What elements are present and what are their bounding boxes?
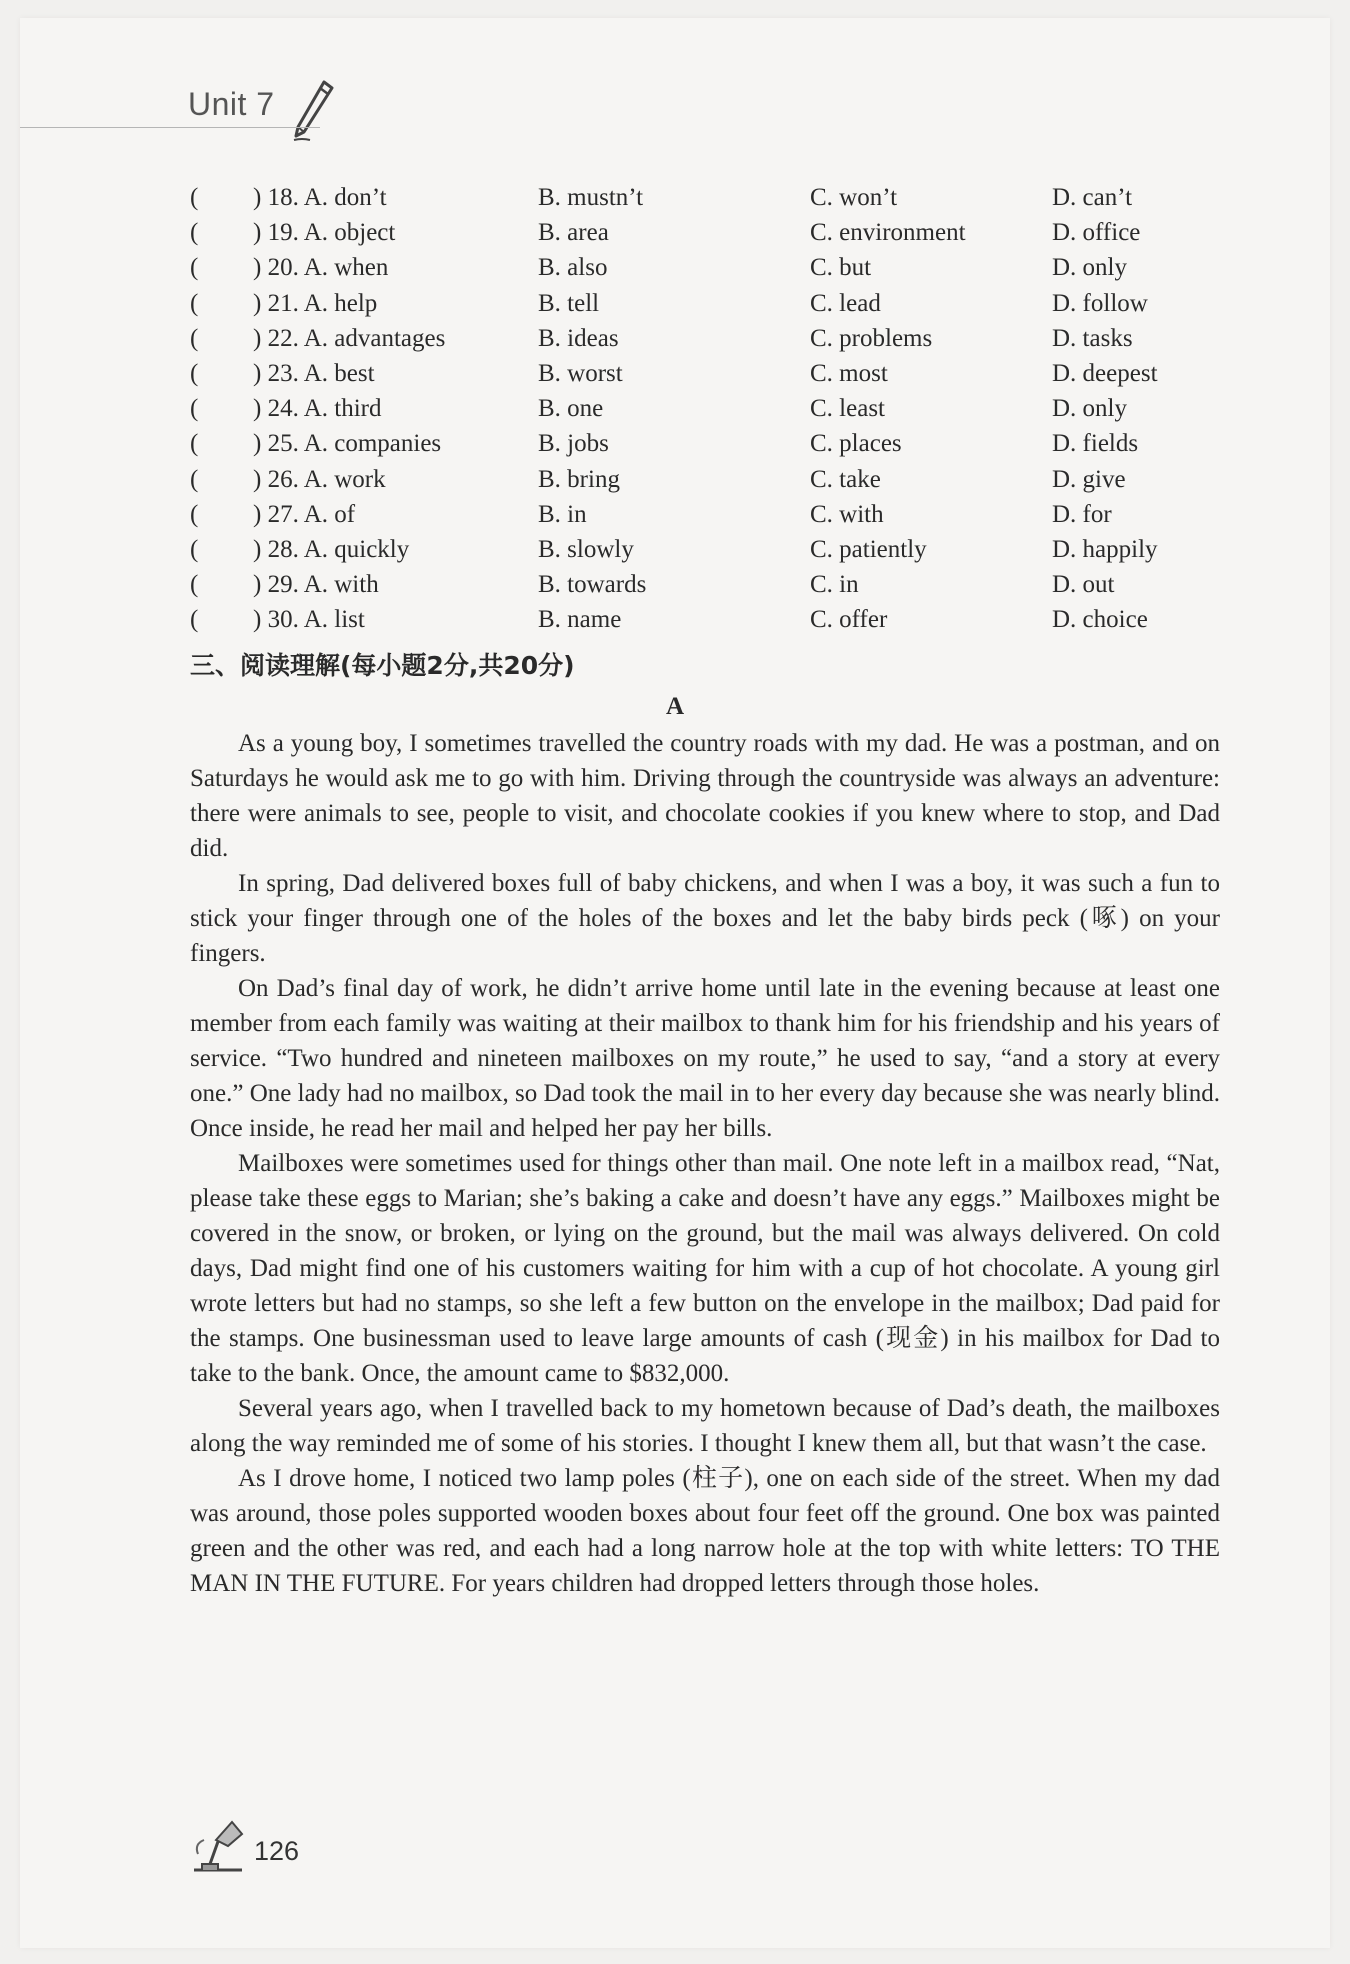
answer-bracket: ( (190, 500, 199, 528)
option-row-20 (190, 250, 1240, 285)
answer-bracket: ( (190, 606, 199, 634)
answer-bracket: ( (190, 219, 199, 247)
option-c: C. won’t (810, 184, 898, 211)
option-b: B. bring (538, 465, 620, 493)
option-c: C. patiently (810, 535, 927, 563)
answer-bracket: ( (190, 289, 199, 317)
option-b: B. name (538, 606, 622, 634)
option-row-29 (190, 567, 1240, 602)
answer-bracket: ( (190, 465, 199, 493)
option-a: ) 29. A. with (253, 571, 379, 599)
option-d: D. for (1052, 500, 1112, 528)
answer-bracket: ( (190, 395, 199, 423)
option-row-24 (190, 391, 1240, 426)
option-c: C. problems (810, 324, 933, 352)
answer-bracket: ( (190, 254, 199, 282)
option-a: ) 25. A. companies (253, 430, 442, 458)
unit-title: Unit 7 (188, 86, 275, 122)
option-row-18 (190, 180, 1240, 215)
option-d: D. only (1052, 254, 1127, 282)
option-c: C. lead (810, 289, 881, 317)
option-row-30 (190, 602, 1240, 637)
paragraph: Several years ago, when I travelled back to my hometown because of Dad’s death, the mailboxes along the way reminded me of some of his stories. I thought I knew them all, but that wasn’t the case. (190, 1395, 1220, 1457)
option-b: B. ideas (538, 324, 619, 352)
option-d: D. office (1052, 219, 1141, 247)
option-a: ) 24. A. third (253, 395, 382, 423)
section-title: 三、阅读理解(每小题2分,共20分) (190, 651, 575, 680)
option-d: D. choice (1052, 606, 1148, 634)
option-d: D. tasks (1052, 324, 1133, 352)
option-d: D. fields (1052, 430, 1139, 458)
option-row-25 (190, 426, 1240, 461)
answer-bracket: ( (190, 359, 199, 387)
option-row-21 (190, 286, 1240, 321)
option-a: ) 20. A. when (253, 254, 389, 282)
option-c: C. offer (810, 606, 888, 634)
option-c: C. but (810, 254, 872, 282)
option-a: ) 22. A. advantages (253, 324, 446, 352)
option-a: ) 26. A. work (253, 465, 386, 493)
option-c: C. most (810, 359, 888, 387)
option-c: C. places (810, 430, 902, 458)
option-row-22 (190, 321, 1240, 356)
option-b: B. tell (538, 289, 600, 317)
paragraph: Mailboxes were sometimes used for things other than mail. One note left in a mailbox read, “Nat, please take these eggs to Marian; she’s baking a cake and doesn’t have any eggs.” Mailboxes might be covered in the snow, or broken, or lying on the ground, but the mail was always delivered. On cold days, Dad might find one of his customers waiting for him with a cup of hot chocolate. A young girl wrote letters but had no stamps, so she left a few button on the envelope in the mailbox; Dad paid for the stamps. One businessman used to leave large amounts of cash (现金) in his mailbox for Dad to take to the bank. Once, the amount came to $832,000. (190, 1150, 1220, 1387)
option-row-26 (190, 462, 1240, 497)
option-b: B. slowly (538, 535, 634, 563)
option-d: D. only (1052, 395, 1127, 423)
option-a: ) 23. A. best (253, 359, 375, 387)
option-c: C. with (810, 500, 884, 528)
option-a: ) 19. A. object (253, 219, 396, 247)
option-d: D. give (1052, 465, 1126, 493)
desk-lamp-icon (188, 1814, 248, 1874)
option-b: B. in (538, 500, 587, 528)
reading-passage (190, 726, 1220, 1601)
option-d: D. follow (1052, 289, 1148, 317)
paragraph: As I drove home, I noticed two lamp poles (柱子), one on each side of the street. When my dad was around, those poles supported wooden boxes about four feet off the ground. One box was painted green and the other was red, and each had a long narrow hole at the top with white letters: TO THE MAN IN THE FUTURE. For years children had dropped letters through those holes. (190, 1465, 1220, 1597)
option-b: B. area (538, 219, 609, 247)
option-row-19 (190, 215, 1240, 250)
option-b: B. also (538, 254, 608, 282)
passage-label: A (665, 693, 685, 720)
option-a: ) 21. A. help (253, 289, 378, 317)
answer-bracket: ( (190, 430, 199, 458)
option-b: B. one (538, 395, 604, 423)
option-c: C. take (810, 465, 881, 493)
option-d: D. happily (1052, 535, 1158, 563)
option-row-27 (190, 497, 1240, 532)
option-d: D. deepest (1052, 359, 1158, 387)
option-b: B. jobs (538, 430, 609, 458)
option-b: B. towards (538, 571, 647, 599)
cloze-options (190, 180, 1240, 637)
paragraph: On Dad’s final day of work, he didn’t arrive home until late in the evening because at least one member from each family was waiting at their mailbox to thank him for his friendship and his years of service. “Two hundred and nineteen mailboxes on my route,” he used to say, “and a story at every one.” One lady had no mailbox, so Dad took the mail in to her every day because she was nearly blind. Once inside, he read her mail and helped her pay her bills. (190, 975, 1220, 1142)
option-b: B. worst (538, 359, 623, 387)
option-d: D. can’t (1052, 184, 1133, 211)
option-c: C. environment (810, 219, 966, 247)
header-rule (20, 127, 320, 128)
answer-bracket: ( (190, 184, 199, 211)
option-a: ) 28. A. quickly (253, 535, 410, 563)
option-a: ) 30. A. list (253, 606, 365, 634)
option-a: ) 27. A. of (253, 500, 356, 528)
option-row-23 (190, 356, 1240, 391)
answer-bracket: ( (190, 571, 199, 599)
option-a: ) 18. A. don’t (253, 184, 387, 211)
option-c: C. least (810, 395, 885, 423)
paragraph: As a young boy, I sometimes travelled the country roads with my dad. He was a postman, and on Saturdays he would ask me to go with him. Driving through the countryside was always an adventure: there were animals to see, people to visit, and chocolate cookies if you knew where to stop, and Dad did. (190, 730, 1220, 862)
option-d: D. out (1052, 571, 1115, 599)
option-c: C. in (810, 571, 859, 599)
paragraph: In spring, Dad delivered boxes full of baby chickens, and when I was a boy, it was such a fun to stick your finger through one of the holes of the boxes and let the baby birds peck (啄) on your fingers. (190, 870, 1220, 967)
pen-icon (290, 78, 336, 144)
page-number: 126 (254, 1836, 300, 1866)
answer-bracket: ( (190, 535, 199, 563)
option-row-28 (190, 532, 1240, 567)
option-b: B. mustn’t (538, 184, 644, 211)
answer-bracket: ( (190, 324, 199, 352)
